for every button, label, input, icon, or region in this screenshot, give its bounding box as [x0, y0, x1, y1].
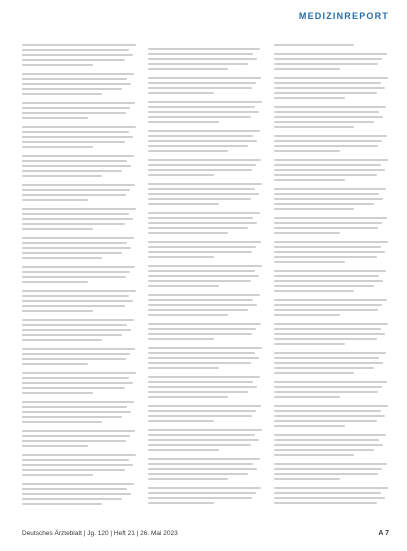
reference-text-line	[148, 246, 256, 248]
reference-text-line	[22, 498, 122, 500]
reference-text-line	[22, 377, 129, 379]
reference-column-1	[22, 44, 136, 514]
reference-text-line	[274, 140, 382, 142]
reference-text-line	[274, 275, 379, 277]
reference-text-line	[22, 353, 130, 355]
reference-text-line	[22, 483, 134, 485]
reference-text-line	[148, 391, 248, 393]
reference-text-line	[148, 174, 214, 176]
reference-text-line	[22, 266, 135, 268]
reference-text-line	[22, 44, 136, 46]
reference-text-line	[22, 416, 122, 418]
reference-text-line	[274, 111, 379, 113]
reference-text-line	[22, 276, 126, 278]
reference-text-line	[148, 415, 252, 417]
reference-text-line	[274, 454, 354, 456]
reference-text-line	[22, 464, 133, 466]
reference-text-line	[22, 430, 135, 432]
reference-text-line	[274, 179, 345, 181]
reference-text-line	[274, 68, 340, 70]
reference-text-line	[22, 300, 133, 302]
reference-text-line	[274, 77, 388, 79]
reference-text-line	[22, 184, 135, 186]
reference-text-line	[148, 309, 248, 311]
reference-text-line	[274, 63, 378, 65]
reference-text-line	[22, 59, 125, 61]
reference-text-line	[148, 299, 253, 301]
reference-text-line	[22, 170, 122, 172]
reference-text-line	[148, 63, 248, 65]
reference-text-line	[274, 285, 374, 287]
reference-text-line	[22, 406, 127, 408]
reference-text-line	[274, 82, 381, 84]
reference-text-line	[274, 174, 377, 176]
reference-text-line	[274, 425, 345, 427]
reference-text-line	[148, 497, 252, 499]
reference-text-line	[148, 251, 252, 253]
reference-text-line	[22, 117, 88, 119]
page-header	[0, 8, 407, 30]
reference-text-line	[274, 261, 345, 263]
reference-text-line	[22, 247, 131, 249]
reference-text-line	[148, 328, 256, 330]
reference-text-line	[148, 386, 257, 388]
reference-text-line	[22, 228, 93, 230]
reference-text-line	[22, 107, 130, 109]
reference-text-line	[148, 241, 261, 243]
reference-text-line	[274, 463, 387, 465]
reference-text-line	[148, 169, 252, 171]
reference-text-line	[148, 265, 262, 267]
reference-text-line	[274, 208, 354, 210]
reference-text-line	[148, 232, 228, 234]
reference-text-line	[274, 92, 377, 94]
reference-text-line	[148, 116, 251, 118]
reference-text-line	[148, 256, 214, 258]
reference-text-line	[148, 188, 255, 190]
reference-text-line	[22, 348, 135, 350]
reference-text-line	[22, 271, 130, 273]
reference-text-line	[148, 227, 248, 229]
reference-text-line	[274, 473, 378, 475]
reference-text-line	[148, 68, 228, 70]
reference-text-line	[274, 280, 383, 282]
reference-text-line	[22, 237, 134, 239]
reference-text-line	[274, 121, 374, 123]
reference-text-line	[22, 102, 135, 104]
reference-text-line	[22, 257, 102, 259]
reference-column-3	[274, 44, 388, 514]
reference-text-line	[148, 347, 262, 349]
reference-text-line	[148, 77, 261, 79]
reference-text-line	[148, 58, 257, 60]
reference-text-line	[22, 319, 134, 321]
reference-text-line	[274, 420, 377, 422]
reference-text-line	[148, 444, 251, 446]
reference-text-line	[148, 333, 252, 335]
reference-text-line	[148, 410, 256, 412]
reference-text-line	[22, 474, 93, 476]
reference-text-line	[148, 478, 228, 480]
reference-text-line	[148, 449, 219, 451]
reference-text-line	[148, 381, 253, 383]
reference-text-line	[22, 445, 88, 447]
reference-text-line	[274, 328, 381, 330]
reference-text-line	[274, 410, 381, 412]
reference-text-line	[274, 116, 383, 118]
reference-text-line	[274, 497, 385, 499]
reference-text-line	[22, 189, 130, 191]
reference-text-line	[148, 314, 228, 316]
reference-text-line	[22, 88, 122, 90]
reference-text-line	[148, 285, 219, 287]
reference-text-line	[148, 87, 252, 89]
reference-text-line	[274, 434, 386, 436]
reference-text-line	[148, 352, 255, 354]
reference-text-line	[274, 44, 354, 46]
reference-text-line	[22, 146, 93, 148]
reference-text-line	[274, 338, 377, 340]
reference-text-line	[274, 256, 377, 258]
page-footer	[22, 527, 389, 539]
reference-text-line	[22, 488, 127, 490]
reference-text-line	[274, 106, 386, 108]
reference-text-line	[22, 141, 125, 143]
reference-text-line	[22, 310, 93, 312]
reference-text-line	[148, 183, 262, 185]
reference-text-line	[148, 121, 219, 123]
reference-text-line	[148, 429, 262, 431]
reference-text-line	[148, 473, 248, 475]
reference-text-line	[148, 217, 253, 219]
reference-text-line	[274, 222, 382, 224]
reference-text-line	[22, 334, 122, 336]
reference-text-line	[274, 381, 387, 383]
reference-text-line	[274, 362, 383, 364]
reference-text-line	[148, 338, 214, 340]
reference-text-line	[274, 449, 374, 451]
reference-text-line	[148, 48, 260, 50]
reference-text-line	[22, 459, 129, 461]
reference-text-line	[148, 367, 219, 369]
reference-text-line	[148, 376, 260, 378]
reference-text-line	[22, 469, 125, 471]
reference-text-line	[274, 188, 386, 190]
reference-text-line	[22, 194, 126, 196]
reference-text-line	[148, 362, 251, 364]
reference-text-line	[274, 164, 381, 166]
journal-citation: Deutsches Ärzteblatt | Jg. 120 | Heft 21 | 26. Mai 2023	[22, 529, 178, 537]
reference-text-line	[22, 290, 136, 292]
reference-text-line	[22, 392, 93, 394]
reference-text-line	[22, 78, 127, 80]
reference-text-line	[274, 352, 386, 354]
reference-text-line	[274, 487, 388, 489]
reference-text-line	[148, 275, 259, 277]
reference-text-line	[274, 135, 387, 137]
reference-text-line	[274, 468, 382, 470]
reference-text-line	[22, 372, 136, 374]
reference-text-line	[148, 193, 259, 195]
reference-text-line	[274, 169, 385, 171]
reference-text-line	[274, 372, 354, 374]
reference-text-line	[22, 493, 131, 495]
reference-text-line	[274, 367, 374, 369]
reference-text-line	[274, 405, 388, 407]
reference-text-line	[22, 387, 125, 389]
reference-text-line	[148, 92, 214, 94]
reference-text-line	[148, 164, 256, 166]
reference-text-line	[274, 232, 340, 234]
reference-text-line	[274, 333, 385, 335]
reference-text-line	[22, 175, 102, 177]
reference-text-line	[148, 487, 261, 489]
reference-text-line	[274, 290, 354, 292]
reference-text-line	[274, 415, 385, 417]
reference-text-line	[274, 304, 382, 306]
reference-text-line	[22, 324, 127, 326]
reference-text-line	[274, 217, 387, 219]
reference-column-2	[148, 44, 262, 514]
reference-text-line	[148, 463, 253, 465]
reference-text-line	[22, 73, 134, 75]
reference-text-line	[274, 203, 374, 205]
reference-text-line	[148, 323, 261, 325]
reference-text-line	[148, 294, 260, 296]
reference-text-line	[148, 396, 228, 398]
reference-text-line	[148, 198, 251, 200]
reference-text-line	[148, 140, 257, 142]
reference-text-line	[148, 357, 259, 359]
reference-text-line	[148, 420, 214, 422]
reference-text-line	[22, 49, 129, 51]
reference-text-line	[148, 304, 257, 306]
reference-text-line	[274, 323, 388, 325]
reference-text-line	[274, 159, 388, 161]
reference-text-line	[148, 222, 257, 224]
reference-text-line	[148, 53, 253, 55]
reference-text-line	[22, 64, 93, 66]
reference-text-line	[22, 54, 133, 56]
reference-text-line	[274, 270, 386, 272]
reference-text-line	[274, 444, 383, 446]
reference-text-line	[274, 87, 385, 89]
reference-text-line	[22, 208, 136, 210]
section-tag: MEDIZINREPORT	[298, 11, 389, 21]
reference-text-line	[22, 242, 127, 244]
reference-text-line	[22, 131, 129, 133]
reference-text-line	[148, 106, 255, 108]
reference-text-line	[274, 492, 381, 494]
reference-text-line	[22, 503, 102, 505]
reference-text-line	[22, 295, 129, 297]
reference-text-line	[274, 357, 379, 359]
reference-text-line	[22, 223, 125, 225]
reference-text-line	[22, 126, 136, 128]
reference-text-line	[274, 227, 378, 229]
reference-text-line	[22, 305, 125, 307]
reference-text-line	[22, 252, 122, 254]
reference-text-line	[148, 502, 214, 504]
reference-text-line	[22, 411, 131, 413]
reference-text-line	[274, 58, 382, 60]
reference-text-line	[22, 83, 131, 85]
reference-text-line	[22, 363, 88, 365]
reference-text-line	[148, 439, 259, 441]
reference-text-line	[274, 391, 378, 393]
reference-text-line	[274, 386, 382, 388]
reference-text-line	[274, 251, 385, 253]
reference-text-line	[22, 401, 134, 403]
reference-text-line	[148, 135, 253, 137]
reference-text-line	[22, 358, 126, 360]
reference-text-line	[22, 382, 133, 384]
reference-text-line	[274, 502, 377, 504]
reference-text-line	[148, 458, 260, 460]
reference-text-line	[148, 150, 228, 152]
reference-text-line	[148, 280, 251, 282]
reference-text-line	[274, 97, 345, 99]
reference-text-line	[148, 130, 260, 132]
reference-text-line	[274, 241, 388, 243]
reference-text-line	[148, 82, 256, 84]
reference-text-line	[148, 203, 219, 205]
reference-text-line	[22, 218, 133, 220]
reference-text-line	[274, 198, 383, 200]
reference-text-line	[22, 435, 130, 437]
reference-text-line	[274, 314, 340, 316]
reference-text-line	[148, 111, 259, 113]
reference-text-line	[22, 165, 131, 167]
reference-text-line	[22, 93, 102, 95]
reference-text-line	[274, 343, 345, 345]
reference-text-line	[274, 299, 387, 301]
reference-text-line	[22, 339, 102, 341]
page-number: A 7	[378, 529, 389, 537]
reference-text-line	[274, 53, 387, 55]
reference-text-line	[274, 439, 379, 441]
reference-text-line	[148, 159, 261, 161]
reference-text-line	[22, 329, 131, 331]
reference-text-line	[274, 145, 378, 147]
reference-text-line	[274, 193, 379, 195]
reference-text-line	[148, 468, 257, 470]
reference-text-line	[274, 126, 354, 128]
reference-text-line	[274, 150, 340, 152]
reference-text-line	[22, 136, 133, 138]
reference-text-line	[274, 396, 340, 398]
reference-text-line	[22, 213, 129, 215]
reference-columns	[22, 44, 388, 514]
reference-text-line	[148, 212, 260, 214]
reference-text-line	[148, 270, 255, 272]
reference-text-line	[148, 145, 248, 147]
reference-text-line	[22, 112, 126, 114]
reference-text-line	[22, 199, 88, 201]
reference-text-line	[22, 454, 136, 456]
reference-text-line	[22, 155, 134, 157]
reference-text-line	[274, 478, 340, 480]
reference-text-line	[148, 101, 262, 103]
reference-text-line	[274, 309, 378, 311]
reference-text-line	[148, 405, 261, 407]
reference-text-line	[22, 440, 126, 442]
reference-text-line	[22, 281, 88, 283]
reference-text-line	[148, 434, 255, 436]
reference-text-line	[22, 421, 102, 423]
reference-text-line	[148, 492, 256, 494]
reference-text-line	[22, 160, 127, 162]
reference-text-line	[274, 246, 381, 248]
